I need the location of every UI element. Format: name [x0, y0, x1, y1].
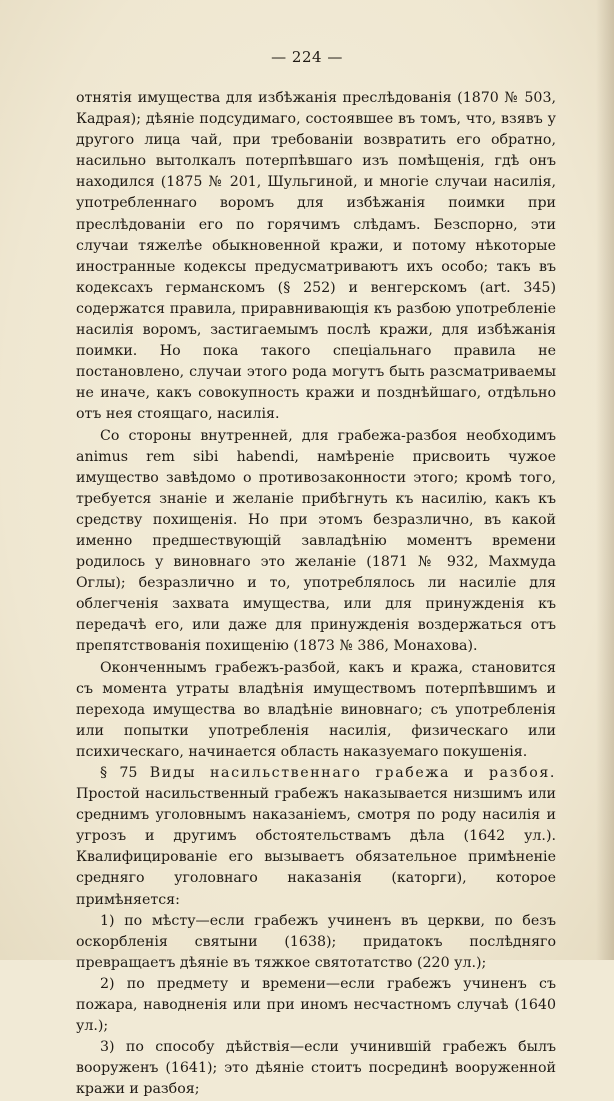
body-text — [76, 88, 556, 1101]
page-number: — 224 — — [271, 48, 343, 66]
paragraph-internal-side: Со стороны внутренней, для грабежа-разбоя необходимъ animus rem sibi habendi, намѣреніе присвоить чужое имущество завѣдомо о противозаконности этого; кромѣ того, требуется знаніе и желаніе прибѣгнуть къ насилію, какъ къ средству похищенія. Но при этомъ безразлично, въ какой именно предшествующій завладѣнію моментъ времени родилось у виновнаго это желаніе (1871 № 932, Махмуда Оглы); безразлично и то, употреблялось ли насиліе для облегченія захвата имущества, или для принужденія къ передачѣ его, или даже для принужденія воздержаться отъ препятствованія похищенію (1873 № 386, Монахова). — [76, 427, 556, 655]
section-body: Простой насильственный грабежъ наказывается низшимъ или среднимъ уголовнымъ наказаніемъ, смотря по роду насилія и угрозъ и другимъ обстоятельствамъ дѣла (1642 ул.). Квалифицированіе его вызываетъ обязательное примѣненіе средняго уголовнаго наказанія (каторги), которое примѣняется: — [76, 786, 556, 908]
section-number: § 75 — [100, 765, 138, 781]
page-edge-shading — [596, 0, 614, 960]
paragraph-completion: Оконченнымъ грабежъ-разбой, какъ и кража, становится съ момента утраты владѣнія имуществомъ потерпѣвшимъ и перехода имущества во владѣніе виновнаго; съ употребленія или попытки употребленія насилія, физическаго или психическаго, начинается область наказуемаго покушенія. — [76, 659, 556, 760]
section-paragraph — [76, 763, 556, 911]
list-item-method: 3) по способу дѣйствія—если учинившій грабежъ былъ вооруженъ (1641); это дѣяніе стоитъ посрединѣ вооруженной кражи и разбоя; — [76, 1039, 556, 1098]
paragraph-continued: отнятія имущества для избѣжанія преслѣдованія (1870 № 503, Кадрая); дѣяніе подсудимаго, состоявшее въ томъ, что, взявъ у другого лица чай, при требованіи возвратить его обратно, насильно вытолкалъ потерпѣвшаго изъ помѣщенія, гдѣ онъ находился (1875 № 201, Шульгиной, и многіе случаи насилія, употребленнаго воромъ для избѣжанія поимки при преслѣдованіи его по горячимъ слѣдамъ. Безспорно, эти случаи тяжелѣе обыкновенной кражи, и потому нѣкоторые иностранные кодексы предусматриваютъ ихъ особо; такъ въ кодексахъ германскомъ (§ 252) и венгерскомъ (art. 345) содержатся правила, приравнивающія къ разбою употребленіе насилія воромъ, застигаемымъ послѣ кражи, для избѣжанія поимки. Но пока такого спеціальнаго правила не постановлено, случаи этого рода могутъ быть разсматриваемы не иначе, какъ совокупность кражи и позднѣйшаго, отдѣльно отъ нея стоящаго, насилія. — [76, 90, 556, 423]
list-item-place: 1) по мѣсту—если грабежъ учиненъ въ церкви, по безъ оскорбленія святыни (1638); придатокъ послѣдняго превращаетъ дѣяніе въ тяжкое святотатство (220 ул.); — [76, 912, 556, 971]
list-item-object-time: 2) по предмету и времени—если грабежъ учиненъ съ пожара, наводненія или при иномъ несчастномъ случаѣ (1640 ул.); — [76, 975, 556, 1035]
section-title: Виды насильственнаго грабежа и разбоя. — [149, 765, 556, 781]
